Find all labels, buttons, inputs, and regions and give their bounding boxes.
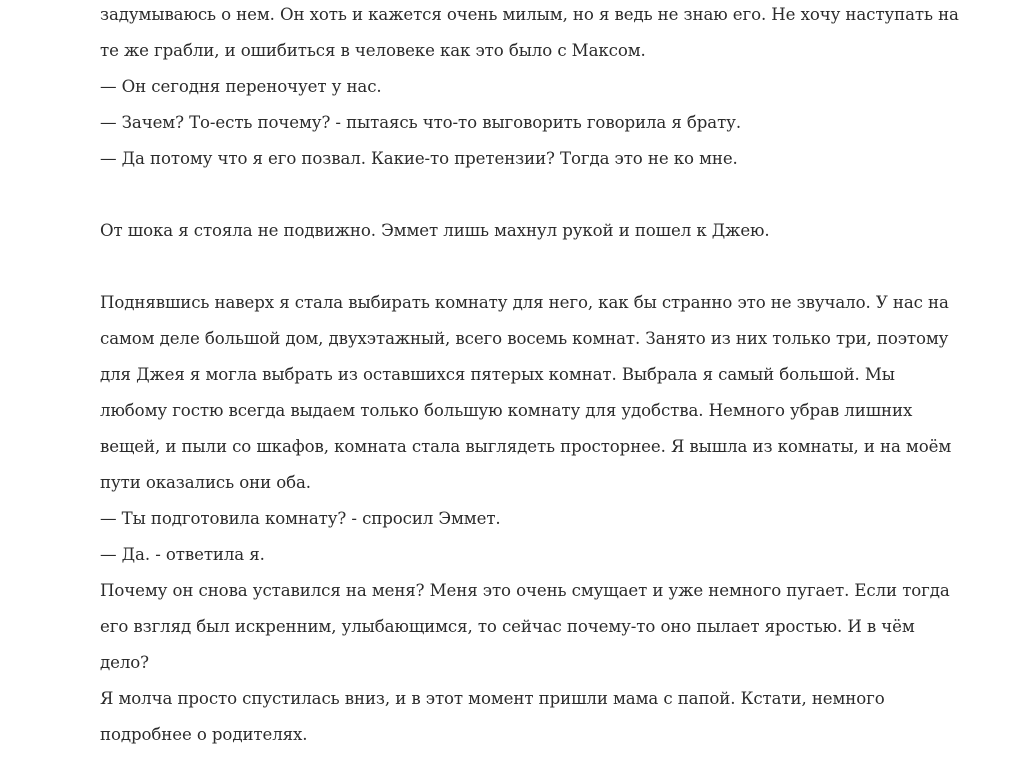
text-line: его взгляд был искренним, улыбающимся, то сейчас почему-то оно пылает яростью. И в чём bbox=[100, 617, 915, 636]
story-text bbox=[100, 0, 959, 753]
text-line: те же грабли, и ошибиться в человеке как это было с Максом. bbox=[100, 41, 646, 60]
dialogue-line: — Ты подготовила комнату? - спросил Эммет. bbox=[100, 509, 501, 528]
text-line: для Джея я могла выбрать из оставшихся пятерых комнат. Выбрала я самый большой. Мы bbox=[100, 365, 895, 384]
dialogue-line: — Да. - ответила я. bbox=[100, 545, 265, 564]
paragraph-gap bbox=[100, 249, 930, 285]
text-line: задумываюсь о нем. Он хоть и кажется очень милым, но я ведь не знаю его. Не хочу наступать на bbox=[100, 5, 959, 24]
text-line: любому гостю всегда выдаем только большую комнату для удобства. Немного убрав лишних bbox=[100, 401, 913, 420]
text-line: Поднявшись наверх я стала выбирать комнату для него, как бы странно это не звучало. У нас на bbox=[100, 293, 949, 312]
dialogue-line: — Зачем? То-есть почему? - пытаясь что-то выговорить говорила я брату. bbox=[100, 113, 742, 132]
text-line: вещей, и пыли со шкафов, комната стала выглядеть просторнее. Я вышла из комнаты, и на моём bbox=[100, 437, 952, 456]
text-line: Почему он снова уставился на меня? Меня это очень смущает и уже немного пугает. Если тогда bbox=[100, 581, 950, 600]
text-line: дело? bbox=[100, 653, 149, 672]
text-line: пути оказались они оба. bbox=[100, 473, 311, 492]
text-line: подробнее о родителях. bbox=[100, 725, 308, 744]
dialogue-line: — Да потому что я его позвал. Какие-то претензии? Тогда это не ко мне. bbox=[100, 149, 738, 168]
text-line: самом деле большой дом, двухэтажный, всего восемь комнат. Занято из них только три, поэтому bbox=[100, 329, 949, 348]
text-line: От шока я стояла не подвижно. Эммет лишь махнул рукой и пошел к Джею. bbox=[100, 221, 770, 240]
dialogue-line: — Он сегодня переночует у нас. bbox=[100, 77, 382, 96]
text-line: Я молча просто спустилась вниз, и в этот момент пришли мама с папой. Кстати, немного bbox=[100, 689, 885, 708]
paragraph-gap bbox=[100, 177, 930, 213]
